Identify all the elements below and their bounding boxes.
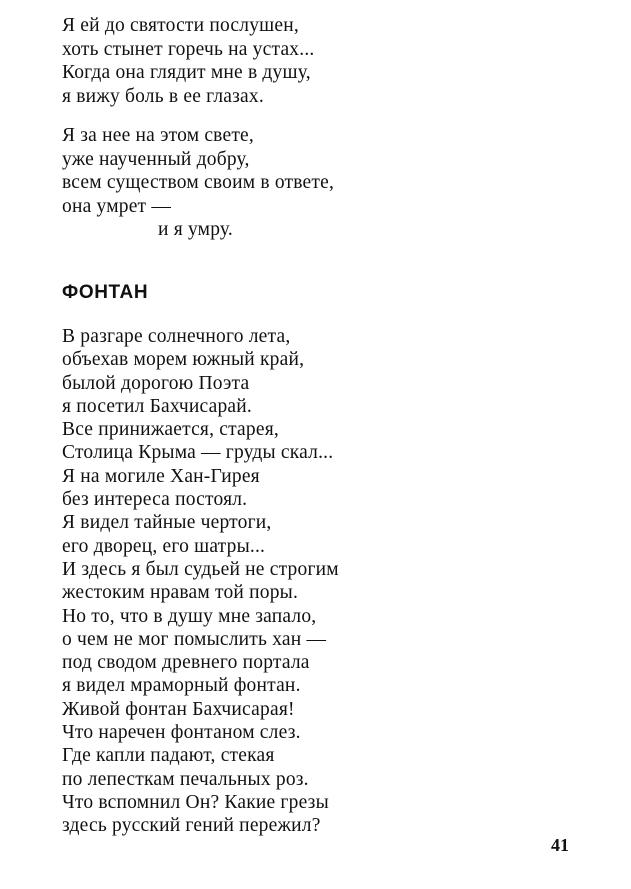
verse-line: Столица Крыма — груды скал... <box>62 442 334 464</box>
verse-line: жестоким нравам той поры. <box>62 582 299 604</box>
verse-line: без интереса постоял. <box>62 489 248 511</box>
verse-line: уже наученный добру, <box>62 148 250 170</box>
verse-line: Все принижается, старея, <box>62 419 279 441</box>
verse-line: Я на могиле Хан-Гирея <box>62 465 260 487</box>
verse-line: Я видел тайные чертоги, <box>62 512 272 534</box>
verse-line: В разгаре солнечного лета, <box>62 326 291 347</box>
verse-line: хоть стынет горечь на устах... <box>62 38 315 60</box>
verse-line: по лепесткам печальных роз. <box>62 768 309 790</box>
verse-line-indented: и я умру. <box>158 219 233 241</box>
page-number: 41 <box>551 835 569 855</box>
verse-line: Что наречен фонтаном слез. <box>62 722 301 744</box>
verse-line: всем существом своим в ответе, <box>62 172 335 194</box>
poem-title: ФОНТАН <box>62 282 149 303</box>
verse-line: Живой фонтан Бахчисарая! <box>62 698 295 720</box>
verse-line: Где капли падают, стекая <box>62 745 275 767</box>
stanza-2 <box>62 124 334 242</box>
verse-line: под сводом древнего портала <box>62 652 310 674</box>
verse-line: здесь русский гений пережил? <box>62 815 321 837</box>
verse-line: его дворец, его шатры... <box>62 535 266 557</box>
verse-line: Что вспомнил Он? Какие грезы <box>62 791 329 813</box>
verse-line: Я ей до святости послушен, <box>62 15 299 36</box>
verse-line: Когда она глядит мне в душу, <box>62 62 311 84</box>
verse-line: я вижу боль в ее глазах. <box>62 85 264 107</box>
verse-line: И здесь я был судьей не строгим <box>62 558 339 580</box>
verse-line: она умрет — <box>62 195 172 217</box>
verse-line: я посетил Бахчисарай. <box>62 395 252 417</box>
poem-body <box>62 325 339 838</box>
verse-line: о чем не мог помыслить хан — <box>62 628 327 650</box>
verse-line: Я за нее на этом свете, <box>62 125 254 146</box>
verse-line: объехав морем южный край, <box>62 349 305 371</box>
verse-line: былой дорогою Поэта <box>62 372 250 394</box>
stanza-1 <box>62 14 314 108</box>
verse-line: я видел мраморный фонтан. <box>62 675 301 697</box>
verse-line: Но то, что в душу мне запало, <box>62 605 317 627</box>
